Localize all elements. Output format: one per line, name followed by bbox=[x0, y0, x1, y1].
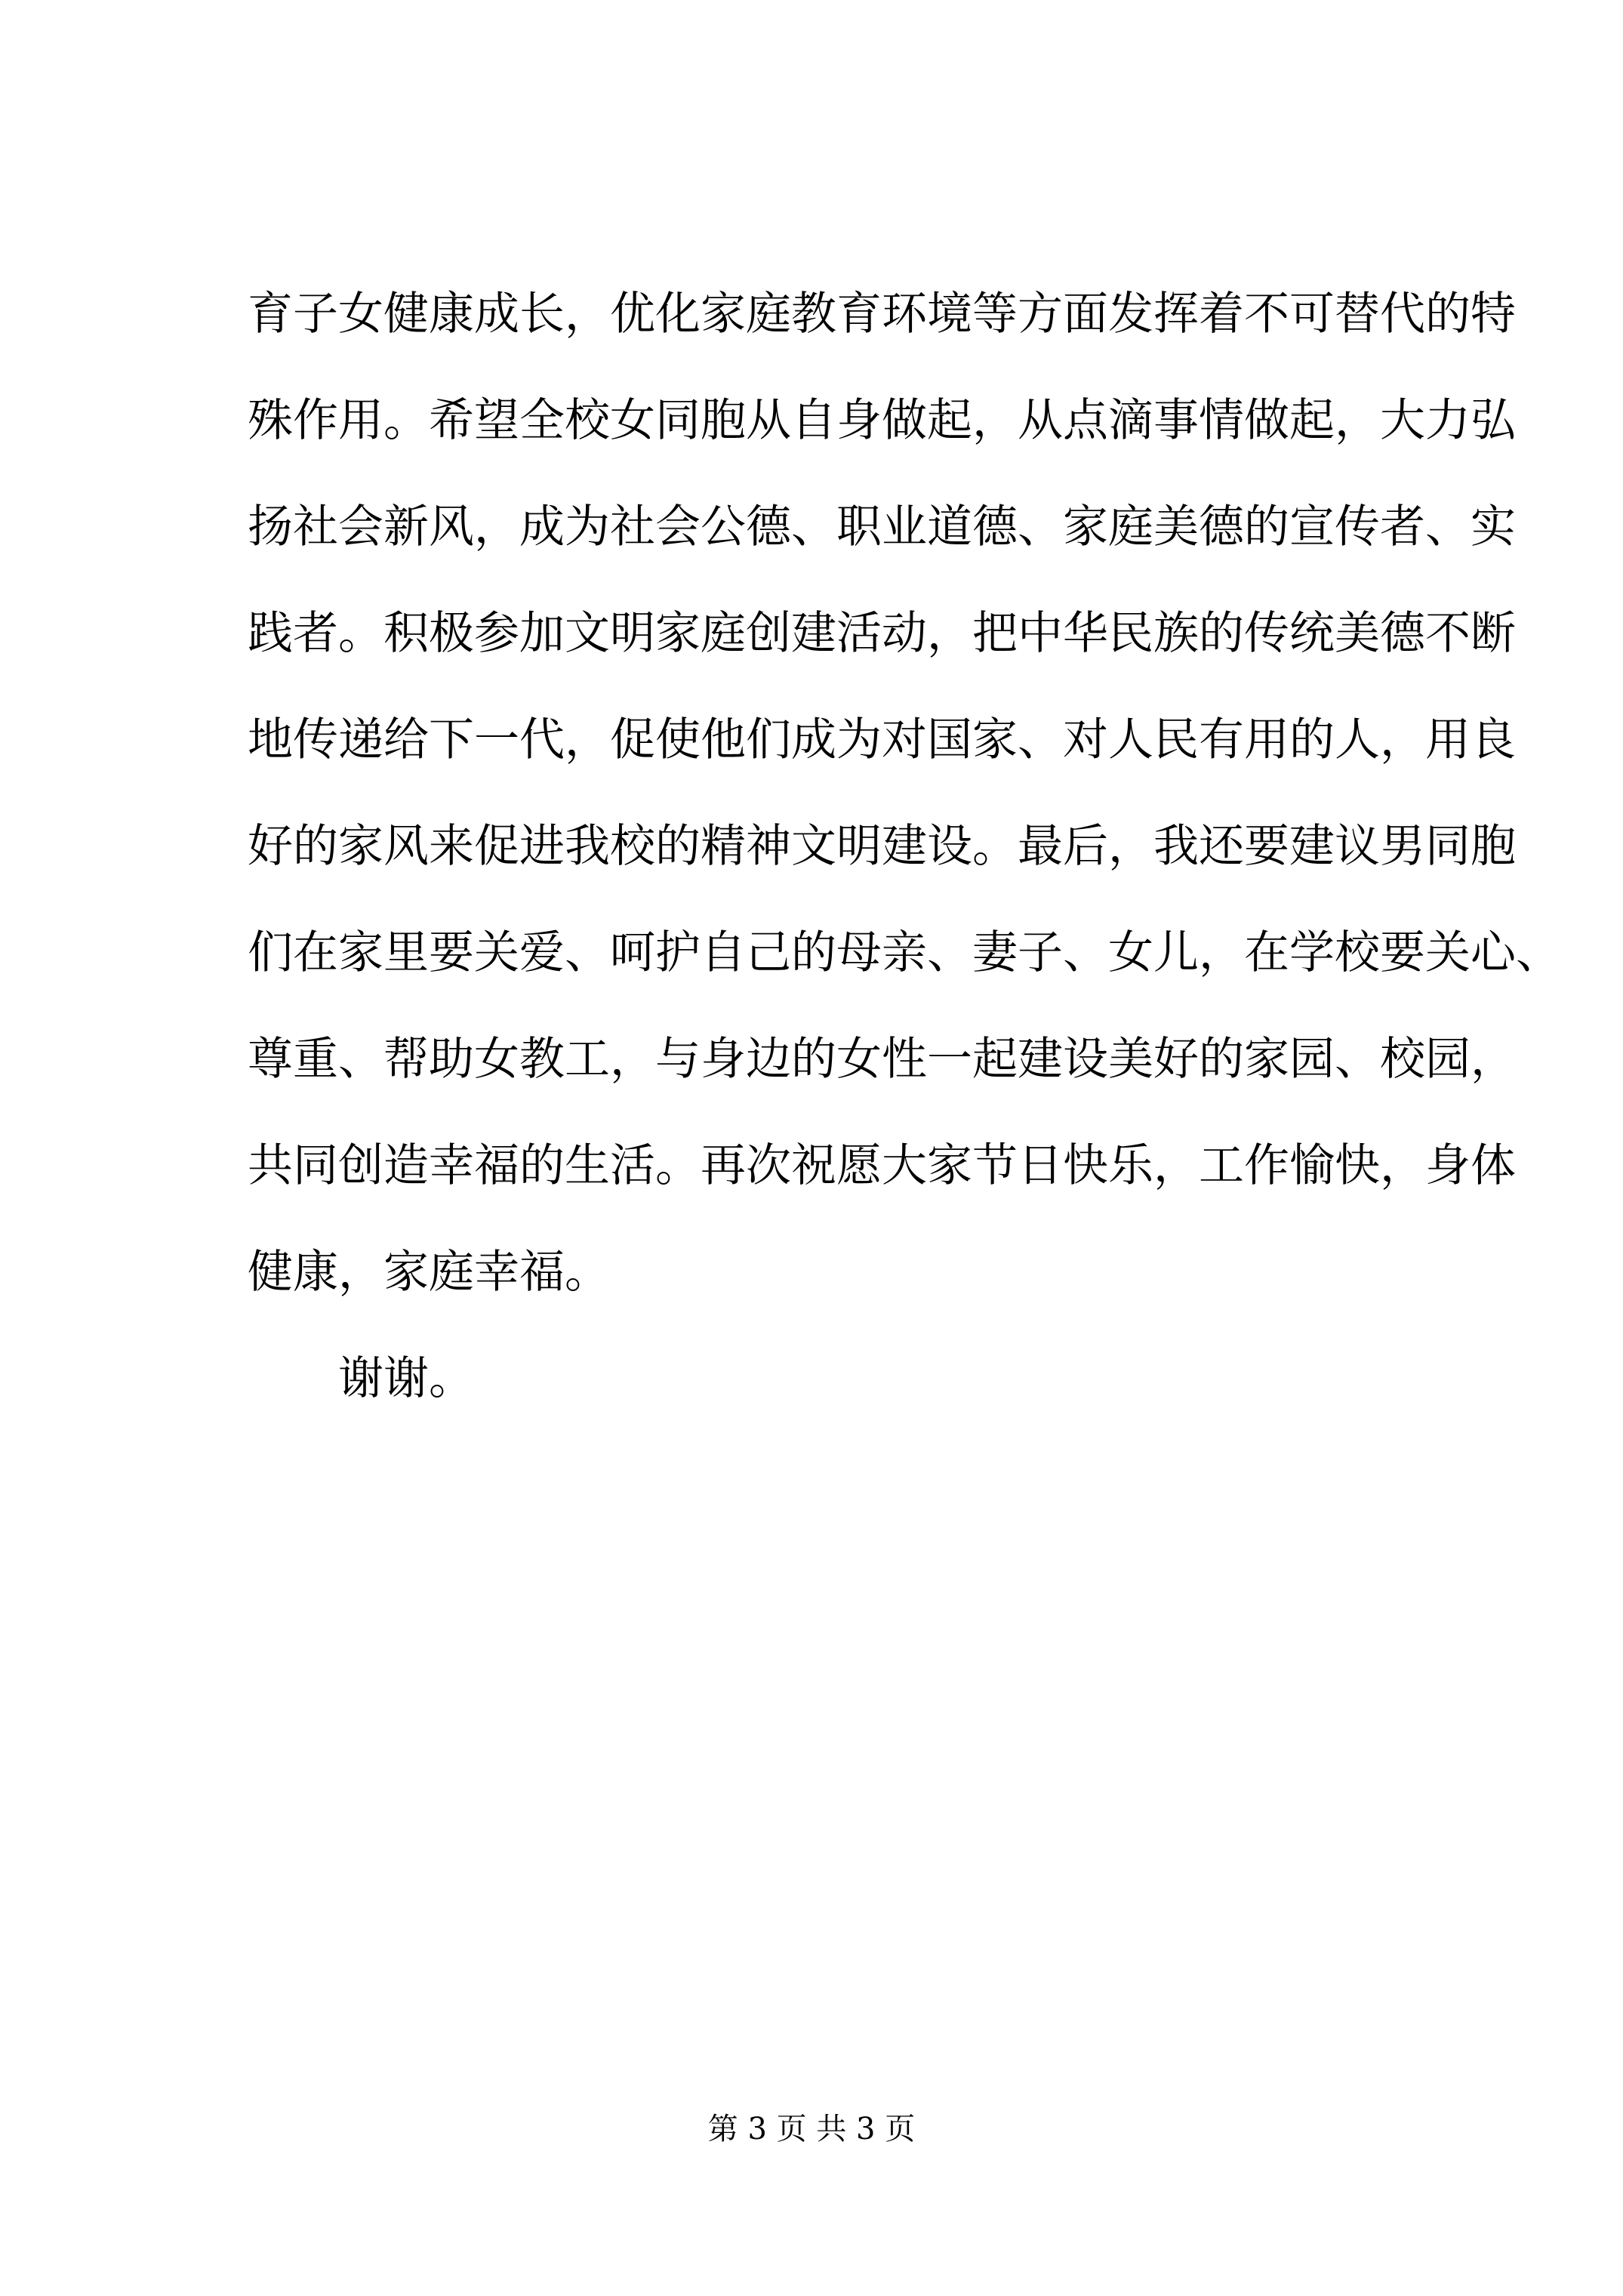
text-line-9: 共同创造幸福的生活。再次祝愿大家节日快乐，工作愉快，身体 bbox=[248, 1139, 1516, 1192]
text-line-3: 扬社会新风，成为社会公德、职业道德、家庭美德的宣传者、实 bbox=[248, 501, 1516, 553]
text-line-8: 尊重、帮助女教工，与身边的女性一起建设美好的家园、校园， bbox=[248, 1033, 1516, 1086]
closing-line: 谢谢。 bbox=[338, 1352, 474, 1405]
text-line-4: 践者。积极参加文明家庭创建活动，把中华民族的传统美德不断 bbox=[248, 607, 1516, 660]
document-body bbox=[248, 261, 1561, 1432]
text-line-1: 育子女健康成长，优化家庭教育环境等方面发挥着不可替代的特 bbox=[248, 288, 1516, 341]
page-number: 第 3 页 共 3 页 bbox=[707, 2112, 916, 2147]
page-footer bbox=[0, 2106, 1623, 2152]
text-line-2: 殊作用。希望全校女同胞从自身做起，从点滴事情做起，大力弘 bbox=[248, 394, 1516, 447]
text-line-5: 地传递给下一代，促使他们成为对国家、对人民有用的人，用良 bbox=[248, 713, 1516, 766]
text-line-6: 好的家风来促进我校的精神文明建设。最后，我还要建议男同胞 bbox=[248, 820, 1516, 873]
text-line-7: 们在家里要关爱、呵护自己的母亲、妻子、女儿，在学校要关心、 bbox=[248, 926, 1561, 979]
text-line-10: 健康，家庭幸福。 bbox=[248, 1246, 610, 1299]
